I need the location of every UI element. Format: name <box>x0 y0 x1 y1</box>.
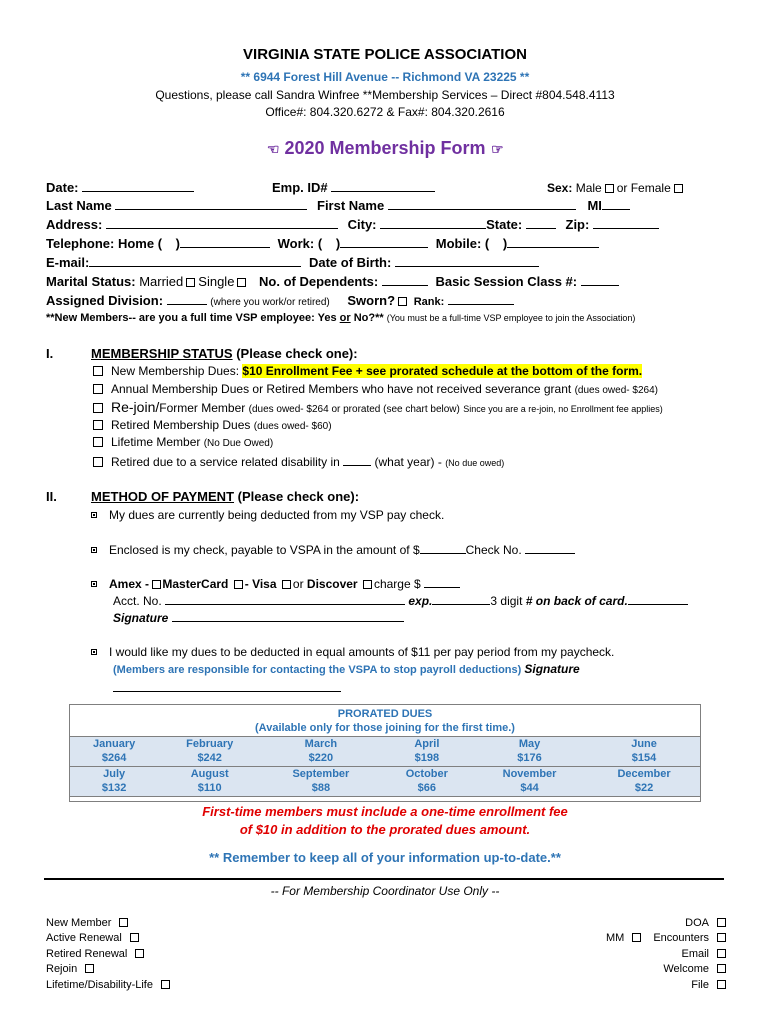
month-cell: May <box>472 736 587 751</box>
division-row <box>46 293 514 308</box>
sex-row <box>547 181 686 195</box>
married-label: Married <box>139 274 184 289</box>
deduction-note: (Members are responsible for contacting the VSPA to stop payroll deductions) <box>113 664 522 676</box>
payment-payroll-label: My dues are currently being deducted from my VSP pay check. <box>109 508 445 522</box>
dependents-label: No. of Dependents: <box>259 274 379 289</box>
visa-checkbox[interactable] <box>234 580 243 589</box>
city-label: City: <box>347 217 377 232</box>
coord-left-1 <box>46 932 142 944</box>
or-word: or <box>292 577 304 591</box>
payment-option-payroll <box>91 508 444 522</box>
new-members-row <box>46 312 635 324</box>
payment-deduction-checkbox[interactable] <box>91 649 97 655</box>
last-name-field[interactable] <box>115 198 307 210</box>
section2-numeral: II. <box>46 489 57 504</box>
dues-cell: $110 <box>159 781 260 796</box>
hand-right-icon: ☜ <box>490 141 504 157</box>
state-field[interactable] <box>526 217 556 229</box>
status-rejoin-note: (dues owed- $264 or prorated (see chart below) <box>248 404 460 415</box>
check-no-label: Check No. <box>465 543 522 557</box>
sworn-label: Sworn? <box>347 293 396 308</box>
first-time-note-1: First-time members must include a one-time enrollment fee <box>202 804 568 819</box>
status-disability-label: Retired due to a service related disability in <box>111 455 340 469</box>
no-label: No?** <box>353 312 384 324</box>
month-cell: March <box>260 736 382 751</box>
coord-label: DOA <box>685 917 709 929</box>
male-label: Male <box>575 181 602 195</box>
month-cell: June <box>587 736 701 751</box>
disability-year-field[interactable] <box>343 454 371 466</box>
coord-left-0 <box>46 917 131 929</box>
form-title <box>0 138 770 159</box>
charge-label: charge $ <box>373 577 421 591</box>
card-acct-row <box>113 593 688 608</box>
acct-no-label: Acct. No. <box>113 594 162 608</box>
zip-field[interactable] <box>593 217 659 229</box>
mi-label: MI <box>587 198 602 213</box>
status-retired-note: (dues owed- $60) <box>253 421 332 432</box>
section1-suffix: (Please check one): <box>236 346 358 361</box>
date-row <box>46 180 194 195</box>
section1-title: MEMBERSHIP STATUS <box>91 346 233 361</box>
coord-label: Lifetime/Disability-Life <box>46 979 153 991</box>
prorated-dues-table <box>69 704 701 797</box>
dues-cell: $132 <box>69 781 159 796</box>
email-row <box>46 255 539 270</box>
dues-cell: $44 <box>472 781 587 796</box>
status-option-lifetime <box>93 435 273 449</box>
month-cell: August <box>159 766 260 781</box>
month-cell: July <box>69 766 159 781</box>
coord-left-2 <box>46 948 147 960</box>
office-line: Office#: 804.320.6272 & Fax#: 804.320.2616 <box>265 105 505 119</box>
first-time-note-2: of $10 in addition to the prorated dues amount. <box>239 822 531 837</box>
coord-label: Welcome <box>663 963 709 975</box>
section1-heading <box>91 346 358 361</box>
coord-label: Email <box>681 948 709 960</box>
coord-left-3 <box>46 963 97 975</box>
zip-label: Zip: <box>565 217 590 232</box>
paren: ) <box>335 236 341 251</box>
card-signature-row <box>113 610 404 625</box>
form-title-text: 2020 Membership Form <box>284 138 486 158</box>
division-note: (where you work/or retired) <box>210 297 330 308</box>
coord-checkbox-mm[interactable] <box>632 933 641 942</box>
coord-checkbox[interactable] <box>135 949 144 958</box>
divider-line <box>44 878 724 880</box>
rank-field[interactable] <box>448 293 514 305</box>
address-field[interactable] <box>106 217 338 229</box>
coord-checkbox[interactable] <box>717 980 726 989</box>
session-class-field[interactable] <box>581 274 619 286</box>
or-label: or <box>339 312 351 324</box>
status-option-rejoin <box>93 399 663 415</box>
dob-field[interactable] <box>395 255 539 267</box>
dues-cell: $154 <box>587 751 701 766</box>
emp-id-label: Emp. ID# <box>272 180 328 195</box>
telephone-row <box>46 236 599 251</box>
marital-row <box>46 274 619 289</box>
status-annual-label: Annual Membership Dues or Retired Members who have not received severance grant <box>111 382 572 396</box>
section2-title: METHOD OF PAYMENT <box>91 489 235 504</box>
status-disability-checkbox[interactable] <box>93 457 103 467</box>
prorated-title: PRORATED DUES <box>337 708 433 720</box>
status-option-retired <box>93 418 332 432</box>
coord-checkbox[interactable] <box>119 918 128 927</box>
charge-amount-field[interactable] <box>424 576 460 588</box>
back-card-label: # on back of card. <box>525 594 628 608</box>
card-charge-checkbox[interactable] <box>363 580 372 589</box>
coord-checkbox[interactable] <box>161 980 170 989</box>
status-rejoin-checkbox[interactable] <box>93 403 103 413</box>
exp-label: exp. <box>408 594 433 608</box>
status-option-annual <box>93 382 658 396</box>
coord-right-3 <box>663 963 726 975</box>
visa-label: - Visa <box>244 577 277 591</box>
coord-checkbox[interactable] <box>717 964 726 973</box>
paren: ) <box>502 236 508 251</box>
month-cell: February <box>159 736 260 751</box>
coord-checkbox[interactable] <box>85 964 94 973</box>
date-label: Date: <box>46 180 79 195</box>
division-field[interactable] <box>167 293 207 305</box>
state-label: State: <box>486 217 523 232</box>
status-lifetime-note: (No Due Owed) <box>203 438 274 449</box>
status-new-label: New Membership Dues: <box>111 364 240 378</box>
emp-id-field[interactable] <box>331 180 435 192</box>
status-retired-checkbox[interactable] <box>93 420 103 430</box>
status-rejoin-label: Re-join/ <box>111 399 160 415</box>
digit-label: 3 digit <box>490 594 523 608</box>
payment-check-label: Enclosed is my check, payable to VSPA in the amount of $ <box>109 543 420 557</box>
female-checkbox[interactable] <box>674 184 683 193</box>
session-class-label: Basic Session Class #: <box>435 274 578 289</box>
discover-label: Discover <box>306 577 358 591</box>
coord-right-2 <box>681 948 726 960</box>
prorated-subtitle: (Available only for those joining for the first time.) <box>255 722 515 735</box>
status-lifetime-checkbox[interactable] <box>93 437 103 447</box>
payment-deduction-label: I would like my dues to be deducted in equal amounts of $11 per pay period from my paycheck. <box>109 645 615 659</box>
coord-label: Retired Renewal <box>46 948 128 960</box>
payment-check-checkbox[interactable] <box>91 547 97 553</box>
month-cell: October <box>382 766 472 781</box>
last-name-label: Last Name <box>46 198 112 213</box>
mi-field[interactable] <box>602 198 630 210</box>
coord-checkbox[interactable] <box>717 949 726 958</box>
deduction-signature-field[interactable] <box>113 680 341 692</box>
sex-label: Sex: <box>547 181 573 195</box>
status-retired-label: Retired Membership Dues <box>111 418 251 432</box>
deduction-signature-label: Signature <box>524 662 580 676</box>
address-label: Address: <box>46 217 103 232</box>
month-cell: September <box>260 766 382 781</box>
coord-checkbox[interactable] <box>130 933 139 942</box>
mastercard-label: MasterCard <box>162 577 229 591</box>
hand-left-icon: ☜ <box>266 141 280 157</box>
coord-label: Encounters <box>653 932 709 944</box>
status-annual-checkbox[interactable] <box>93 384 103 394</box>
dues-cell: $88 <box>260 781 382 796</box>
status-new-highlight: $10 Enrollment Fee + see prorated schedule at the bottom of the form. <box>242 364 643 378</box>
single-label: Single <box>198 274 235 289</box>
card-signature-field[interactable] <box>172 610 404 622</box>
payment-card-checkbox[interactable] <box>91 581 97 587</box>
rank-label: Rank: <box>413 296 445 308</box>
coord-label: Active Renewal <box>46 932 122 944</box>
sworn-checkbox[interactable] <box>398 297 407 306</box>
coord-checkbox[interactable] <box>717 918 726 927</box>
dues-cell: $176 <box>472 751 587 766</box>
dues-cell: $66 <box>382 781 472 796</box>
new-members-question: **New Members-- are you a full time VSP employee: Yes <box>46 312 337 324</box>
exp-field[interactable] <box>432 593 490 605</box>
coord-label-mm: MM <box>606 932 625 944</box>
status-option-new <box>93 364 642 378</box>
payment-option-deduction <box>91 645 614 659</box>
status-former-label: Former Member <box>159 401 246 415</box>
org-name: VIRGINIA STATE POLICE ASSOCIATION <box>243 46 527 63</box>
dues-cell: $198 <box>382 751 472 766</box>
month-cell: April <box>382 736 472 751</box>
month-cell: December <box>587 766 701 781</box>
status-option-disability <box>93 454 504 469</box>
new-members-note: (You must be a full-time VSP employee to join the Association) <box>386 313 636 323</box>
deduction-note-row <box>113 662 580 676</box>
status-new-checkbox[interactable] <box>93 366 103 376</box>
payment-option-card <box>91 576 460 591</box>
female-label: or Female <box>616 181 671 195</box>
section1-numeral: I. <box>46 346 54 361</box>
coordinator-heading: -- For Membership Coordinator Use Only -- <box>270 884 500 898</box>
status-disability-year-label: (what year) - <box>374 455 442 469</box>
address-row <box>46 217 659 232</box>
mastercard-checkbox[interactable] <box>152 580 161 589</box>
discover-checkbox[interactable] <box>282 580 291 589</box>
payment-option-check <box>91 542 575 557</box>
male-checkbox[interactable] <box>605 184 614 193</box>
card-signature-label: Signature <box>113 611 169 625</box>
deduction-signature-row <box>113 680 341 695</box>
remember-note: ** Remember to keep all of your information up-to-date.** <box>209 850 561 865</box>
home-phone-field[interactable] <box>180 236 270 248</box>
coord-checkbox[interactable] <box>717 933 726 942</box>
dues-cell: $220 <box>260 751 382 766</box>
first-name-label: First Name <box>317 198 385 213</box>
coord-label: File <box>691 979 709 991</box>
questions-line: Questions, please call Sandra Winfree **Membership Services – Direct #804.548.4113 <box>155 88 615 102</box>
status-disability-note: (No due owed) <box>445 458 505 468</box>
name-row <box>46 198 630 213</box>
check-amount-field[interactable] <box>420 542 466 554</box>
city-field[interactable] <box>380 217 486 229</box>
married-checkbox[interactable] <box>186 278 195 287</box>
emp-id-row <box>272 180 435 195</box>
section2-suffix: (Please check one): <box>237 489 360 504</box>
amex-label: Amex - <box>109 577 150 591</box>
org-address: ** 6944 Forest Hill Avenue -- Richmond VA 23225 ** <box>240 70 530 84</box>
division-label: Assigned Division: <box>46 293 164 308</box>
coord-label: Rejoin <box>46 963 78 975</box>
marital-label: Marital Status: <box>46 274 136 289</box>
month-cell: January <box>69 736 159 751</box>
coord-label: New Member <box>46 917 112 929</box>
home-phone-label: Telephone: Home ( <box>46 236 163 251</box>
status-rejoin-note2: Since you are a re-join, no Enrollment fee applies) <box>463 404 663 414</box>
dependents-field[interactable] <box>382 274 428 286</box>
status-annual-note: (dues owed- $264) <box>574 385 658 396</box>
first-name-field[interactable] <box>388 198 576 210</box>
dues-cell: $242 <box>159 751 260 766</box>
paren: ) <box>175 236 181 251</box>
section2-heading <box>91 489 359 504</box>
work-phone-field[interactable] <box>340 236 428 248</box>
email-label: E-mail: <box>46 255 90 270</box>
email-field[interactable] <box>89 255 301 267</box>
month-cell: November <box>472 766 587 781</box>
coord-right-0 <box>685 917 726 929</box>
dues-cell: $22 <box>587 781 701 796</box>
coord-right-4 <box>691 979 726 991</box>
payment-payroll-checkbox[interactable] <box>91 512 97 518</box>
cvv-field[interactable] <box>628 593 688 605</box>
check-no-field[interactable] <box>525 542 575 554</box>
acct-no-field[interactable] <box>165 593 405 605</box>
coord-left-4 <box>46 979 173 991</box>
status-lifetime-label: Lifetime Member <box>111 435 201 449</box>
date-field[interactable] <box>82 180 194 192</box>
dob-label: Date of Birth: <box>308 255 392 270</box>
mobile-phone-field[interactable] <box>507 236 599 248</box>
work-phone-label: Work: ( <box>277 236 323 251</box>
dues-cell: $264 <box>69 751 159 766</box>
mobile-phone-label: Mobile: ( <box>435 236 490 251</box>
single-checkbox[interactable] <box>237 278 246 287</box>
coord-right-1 <box>606 932 726 944</box>
